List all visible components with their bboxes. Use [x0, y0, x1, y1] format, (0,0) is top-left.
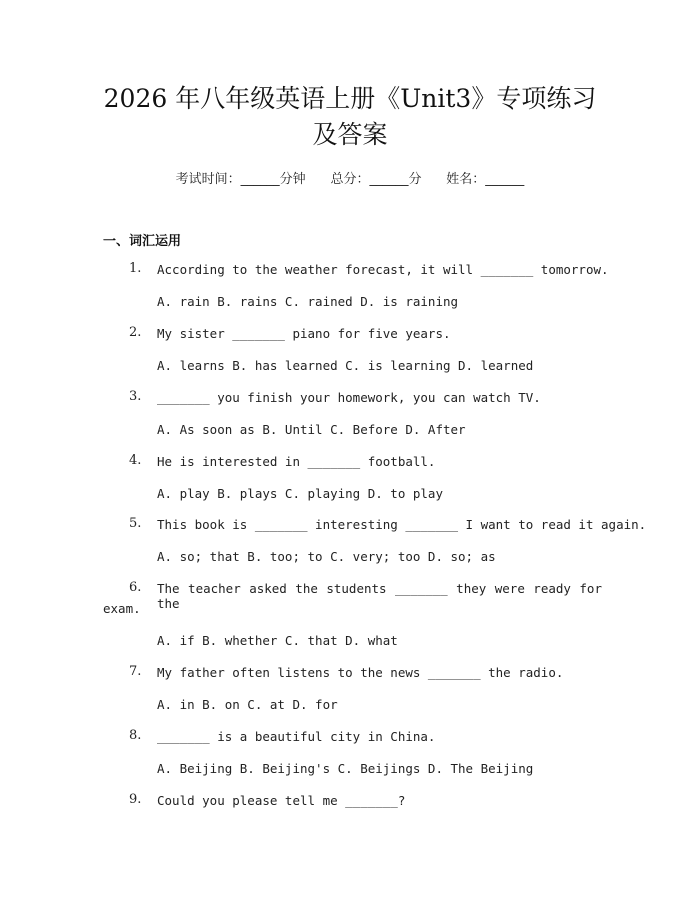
question-options: A. rain B. rains C. rained D. is raining — [157, 294, 459, 309]
question-stem: My sister _______ piano for five years. — [157, 326, 451, 341]
exam-name: 姓名：______ — [446, 172, 525, 187]
question-number: 4. — [129, 453, 142, 468]
question-number: 7. — [129, 664, 142, 679]
section-heading: 一、词汇运用 — [103, 234, 182, 249]
question-stem: Could you please tell me _______? — [157, 793, 406, 808]
question-number: 2. — [129, 325, 142, 340]
question-stem: This book is _______ interesting _______ I want to read it again. — [157, 517, 647, 532]
question-stem: My father often listens to the news _______ the radio. — [157, 665, 564, 680]
question-options: A. As soon as B. Until C. Before D. After — [157, 422, 466, 437]
question-options: A. so; that B. too; to C. very; too D. so; as — [157, 549, 496, 564]
question-number: 8. — [129, 728, 142, 743]
question-number: 1. — [129, 261, 142, 276]
question-options: A. if B. whether C. that D. what — [157, 633, 398, 648]
question-stem: _______ is a beautiful city in China. — [157, 729, 436, 744]
question-stem: _______ you finish your homework, you can watch TV. — [157, 390, 541, 405]
exam-time: 考试时间：______分钟 — [175, 172, 306, 187]
question-stem-continuation: exam. — [103, 601, 141, 616]
exam-info — [0, 168, 700, 187]
question-number: 5. — [129, 516, 142, 531]
question-number: 9. — [129, 792, 142, 807]
document-title-line1: 2026 年八年级英语上册《Unit3》专项练习 — [103, 84, 597, 113]
question-stem: He is interested in _______ football. — [157, 454, 436, 469]
question-options: A. in B. on C. at D. for — [157, 697, 338, 712]
question-number: 3. — [129, 389, 142, 404]
exam-score: 总分：______分 — [330, 172, 422, 187]
document-title-line2: 及答案 — [312, 120, 388, 149]
question-stem: According to the weather forecast, it will _______ tomorrow. — [157, 262, 609, 277]
question-stem: The teacher asked the students _______ they were ready for the — [157, 581, 602, 611]
question-options: A. learns B. has learned C. is learning D. learned — [157, 358, 534, 373]
question-number: 6. — [129, 580, 142, 595]
question-options: A. play B. plays C. playing D. to play — [157, 486, 443, 501]
question-options: A. Beijing B. Beijing's C. Beijings D. The Beijing — [157, 761, 534, 776]
